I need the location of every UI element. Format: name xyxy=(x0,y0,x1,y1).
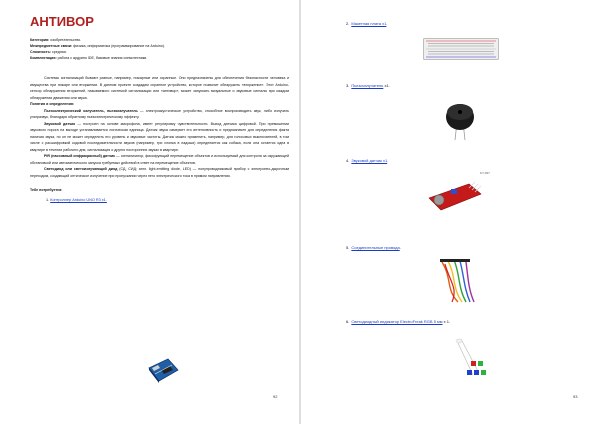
needed-item-2: 2. Макетная плата x1. xyxy=(346,21,388,26)
needed-item-5: 5. Соединительные провода. xyxy=(346,245,401,250)
needed-item-4: 4. Звуковой датчик x1. xyxy=(346,158,389,163)
needed-item-3: 3. Пьезоизлучатель x1. xyxy=(346,83,390,88)
page-title: АНТИВОР xyxy=(30,14,94,29)
sound-sensor-label: KY-037 xyxy=(480,171,490,175)
breadboard-link[interactable]: Макетная плата x1 xyxy=(351,21,387,26)
sound-sensor-link[interactable]: Звуковой датчик x1 xyxy=(351,158,388,163)
page-number: 93 xyxy=(573,394,578,399)
definition-pir: PIR (пассивный инфракрасный) датчик — сигнализатор, фиксирующий перемещение объектов и используемый для контроля за окружающей обстановкой или автоматического запуска требуемых действий в ответ на перемещение объектов. xyxy=(30,154,289,165)
sound-sensor-image xyxy=(425,174,485,214)
right-page xyxy=(301,0,600,424)
jumper-wires-image xyxy=(438,258,478,306)
needed-heading: Тебе потребуется: xyxy=(30,188,63,192)
meta-category: Категория: изобретательство. xyxy=(30,38,82,42)
meta-competencies: Комплектация: работа с ардуино IDE, базовые знания схемотехники. xyxy=(30,56,148,60)
needed-item-6: 6. Светодиодный индикатор ElectroFreak RGB 5 мм x 1. xyxy=(346,319,451,324)
meta-difficulty: Сложность: средняя. xyxy=(30,50,67,54)
needed-item-1: 1. Контроллер Arduino UNO R3 x1. xyxy=(46,197,107,202)
left-page xyxy=(0,0,299,424)
intro-paragraph: Системы сигнализаций бывают разные, например, пожарные или охранные. Они предназначены для обеспечения безопасности человека и имущества при пожаре или вторжении. В данном проекте создадим охранное устройство, которое позволит обнаружить «вторжение». Этот Arduino-сенсор обнаружения вторжений, называемого системой сигнализации или «антивор», может запускать визуальные и звуковые сигналы при каждом обнаружении движения или звука. xyxy=(30,76,289,100)
definitions-heading: Понятия и определения: xyxy=(30,102,75,106)
definition-led: Светодиод или светоизлучающий диод (СД, СИД; англ. light-emitting diode, LED) — полупроводниковый прибор с электронно-дырочным переходом, создающий оптическое излучение при пропускании через него электрического тока в прямом направлении. xyxy=(30,167,289,178)
rgb-led-image xyxy=(453,337,497,379)
meta-connections: Межпредметные связи: физика, информатика (программирование на Arduino). xyxy=(30,44,165,48)
arduino-board-image xyxy=(146,356,180,386)
wires-link[interactable]: Соединительные провода xyxy=(351,245,400,250)
piezo-link[interactable]: Пьезоизлучатель xyxy=(351,83,384,88)
page-number: 92 xyxy=(273,394,278,399)
arduino-link[interactable]: Контроллер Arduino UNO R3 x1. xyxy=(50,197,107,202)
definition-piezo: Пьезоэлектрический излучатель, пьезоизлучатель — электроакустическое устройство, способное воспроизводить звук, либо излучать ультразвук, благодаря обратному пьезоэлектрическому эффекту. xyxy=(30,108,289,119)
rgb-led-link[interactable]: Светодиодный индикатор ElectroFreak RGB 5 мм xyxy=(351,319,443,324)
breadboard-image xyxy=(423,38,499,60)
left-page-content xyxy=(30,14,289,203)
piezo-buzzer-image xyxy=(443,100,477,142)
definition-sound-sensor: Звуковой датчик — построен на основе микрофона, имеет регулировку чувствительности. Выход датчика цифровой. При превышении звукового порога на выходе устанавливается логическая единица. Датчик звука измеряет его интенсивность и предназначен для определения факта наличия звука, но он не может определить его уровень и звуковые частоты. Датчик можно применить, например, для голосовых выключателей, в том числе с расшифровкой кодовой последовательности звуков (например, три хлопка в ладоши) определяется как собака, если она остается одна в квартире в течении рабочего дня, сигнализация о других посторонних звуках в квартире. xyxy=(30,121,289,152)
